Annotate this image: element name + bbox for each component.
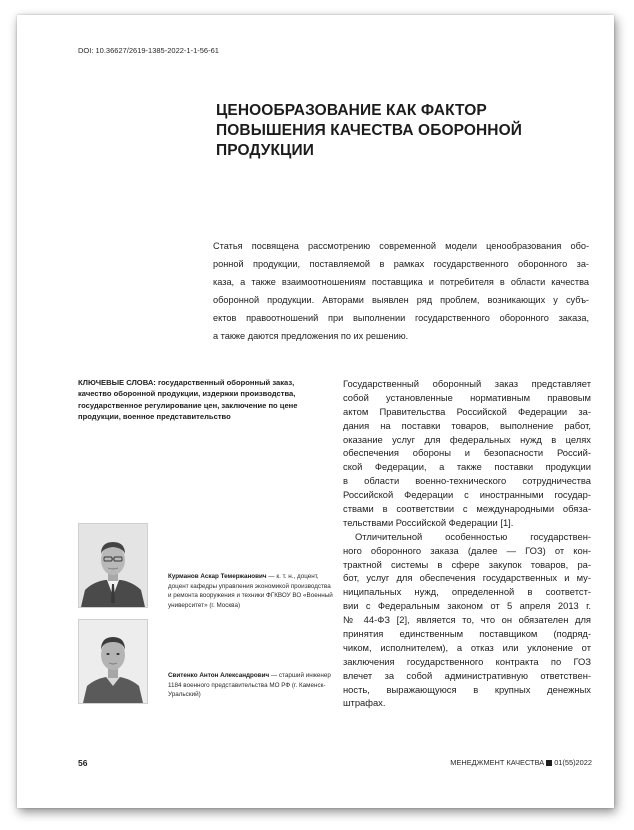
author-detail: 1184 военного представительства МО РФ (г. Каменск- — [168, 681, 326, 689]
keywords — [78, 377, 308, 423]
keywords-line: продукции, военное представительство — [78, 412, 231, 422]
body-line: обеспечения обороны и безопасности Россий- — [343, 447, 591, 459]
abstract-line: ектов правоотношений при выполнении государственного оборонного заказа, — [213, 313, 589, 323]
body-line: Российской Федерации с иностранными государ- — [343, 489, 591, 501]
portrait-image — [79, 524, 147, 607]
body-line: вии с Федеральным законом от 5 апреля 2013 г. — [343, 600, 591, 612]
author-detail: и ремонта вооружения и техники ФГКВОУ ВО «Военный — [168, 592, 333, 600]
body-line: дания на поставки товаров, выполнение работ, — [343, 419, 591, 431]
abstract-line: ронной продукции, поставляемой в рамках государственного оборонного за- — [213, 259, 589, 269]
body-line: в области военно-технического сотрудничества — [343, 475, 591, 487]
author-detail: доцент кафедры управления экономикой производства — [168, 582, 331, 590]
body-line: актом Правительства Российской Федерации за- — [343, 405, 591, 417]
author-detail: университет» (г. Москва) — [168, 601, 241, 609]
body-line: чиком, исполнителем), а отказ или уклонение от — [343, 641, 591, 653]
body-line: ность, выражающуюся в крупных денежных — [343, 683, 591, 695]
abstract — [213, 237, 589, 345]
body-line: принятия единственным поставщиком (подряд- — [343, 628, 591, 640]
author-name: Курманов Аскар Темержанович — [168, 573, 267, 580]
abstract-line: а также даются предложения по их решению. — [213, 331, 409, 341]
body-line: заключения государственного контракта по ГОЗ — [343, 655, 591, 667]
keywords-line: КЛЮЧЕВЫЕ СЛОВА: государственный оборонный заказ, — [78, 378, 295, 387]
keywords-line: качество оборонной продукции, издержки производства, — [78, 389, 296, 399]
body-line: бот, услуг для обеспечения государственных и му- — [343, 572, 591, 584]
author-info-2 — [168, 671, 333, 700]
journal-name: МЕНЕДЖМЕНТ КАЧЕСТВА — [450, 758, 545, 767]
title-line: ЦЕНООБРАЗОВАНИЕ КАК ФАКТОР — [216, 102, 487, 119]
body-line: ниципальных нужд, определенной в соответст- — [343, 586, 591, 598]
author-detail: — к. т. н., доцент, — [266, 573, 319, 580]
square-separator-icon — [546, 760, 552, 766]
journal-issue: 01(55)2022 — [554, 758, 592, 767]
author-detail: — старший инженер — [269, 672, 331, 679]
body-line: Государственный оборонный заказ представляет — [343, 378, 591, 389]
abstract-line: каза, а также взаимоотношениям поставщика и потребителя в области качества — [213, 277, 589, 287]
doi-line: DOI: 10.36627/2619-1385-2022-1-1-56-61 — [78, 46, 219, 55]
keywords-line: государственное регулирование цен, заключение по цене — [78, 400, 298, 410]
abstract-line: оборонной продукции. Авторами выявлен ряд проблем, возникающих у субъ- — [213, 295, 589, 305]
body-line: собой установленные нормативным правовым — [343, 391, 591, 403]
author-name: Свитенко Антон Александрович — [168, 672, 270, 679]
author-photo-1 — [78, 523, 148, 608]
body-line: ствами в соответствии с международными обяза- — [343, 503, 591, 515]
author-photo-2 — [78, 619, 148, 704]
body-text — [343, 377, 591, 710]
title-line: ПОВЫШЕНИЯ КАЧЕСТВА ОБОРОННОЙ — [216, 122, 522, 139]
body-line: трактной системы в сфере закупок товаров, ра- — [343, 558, 591, 570]
body-line: ской Федерации, а также поставки продукции — [343, 461, 591, 473]
portrait-image — [79, 620, 147, 703]
body-line: № 44-ФЗ [2], является то, что он обязателен для — [343, 614, 591, 626]
journal-footer — [450, 758, 592, 767]
title-line: ПРОДУКЦИИ — [216, 142, 314, 159]
body-line: тельствами Российской Федерации [1]. — [343, 516, 514, 528]
body-line: штрафах. — [343, 697, 386, 709]
author-info-1 — [168, 572, 333, 610]
body-line: оказание услуг для федеральных нужд в целях — [343, 433, 591, 445]
article-title — [216, 101, 546, 161]
body-line: влечет за собой административную ответствен- — [343, 669, 591, 681]
body-line: Отличительной особенностью государствен- — [355, 530, 591, 542]
page-number: 56 — [78, 758, 88, 768]
author-detail: Уральский) — [168, 691, 201, 699]
body-line: ного оборонного заказа (далее — ГОЗ) от кон- — [343, 544, 591, 556]
abstract-line: Статья посвящена рассмотрению современной модели ценообразования обо- — [213, 241, 589, 251]
article-page — [17, 15, 614, 808]
